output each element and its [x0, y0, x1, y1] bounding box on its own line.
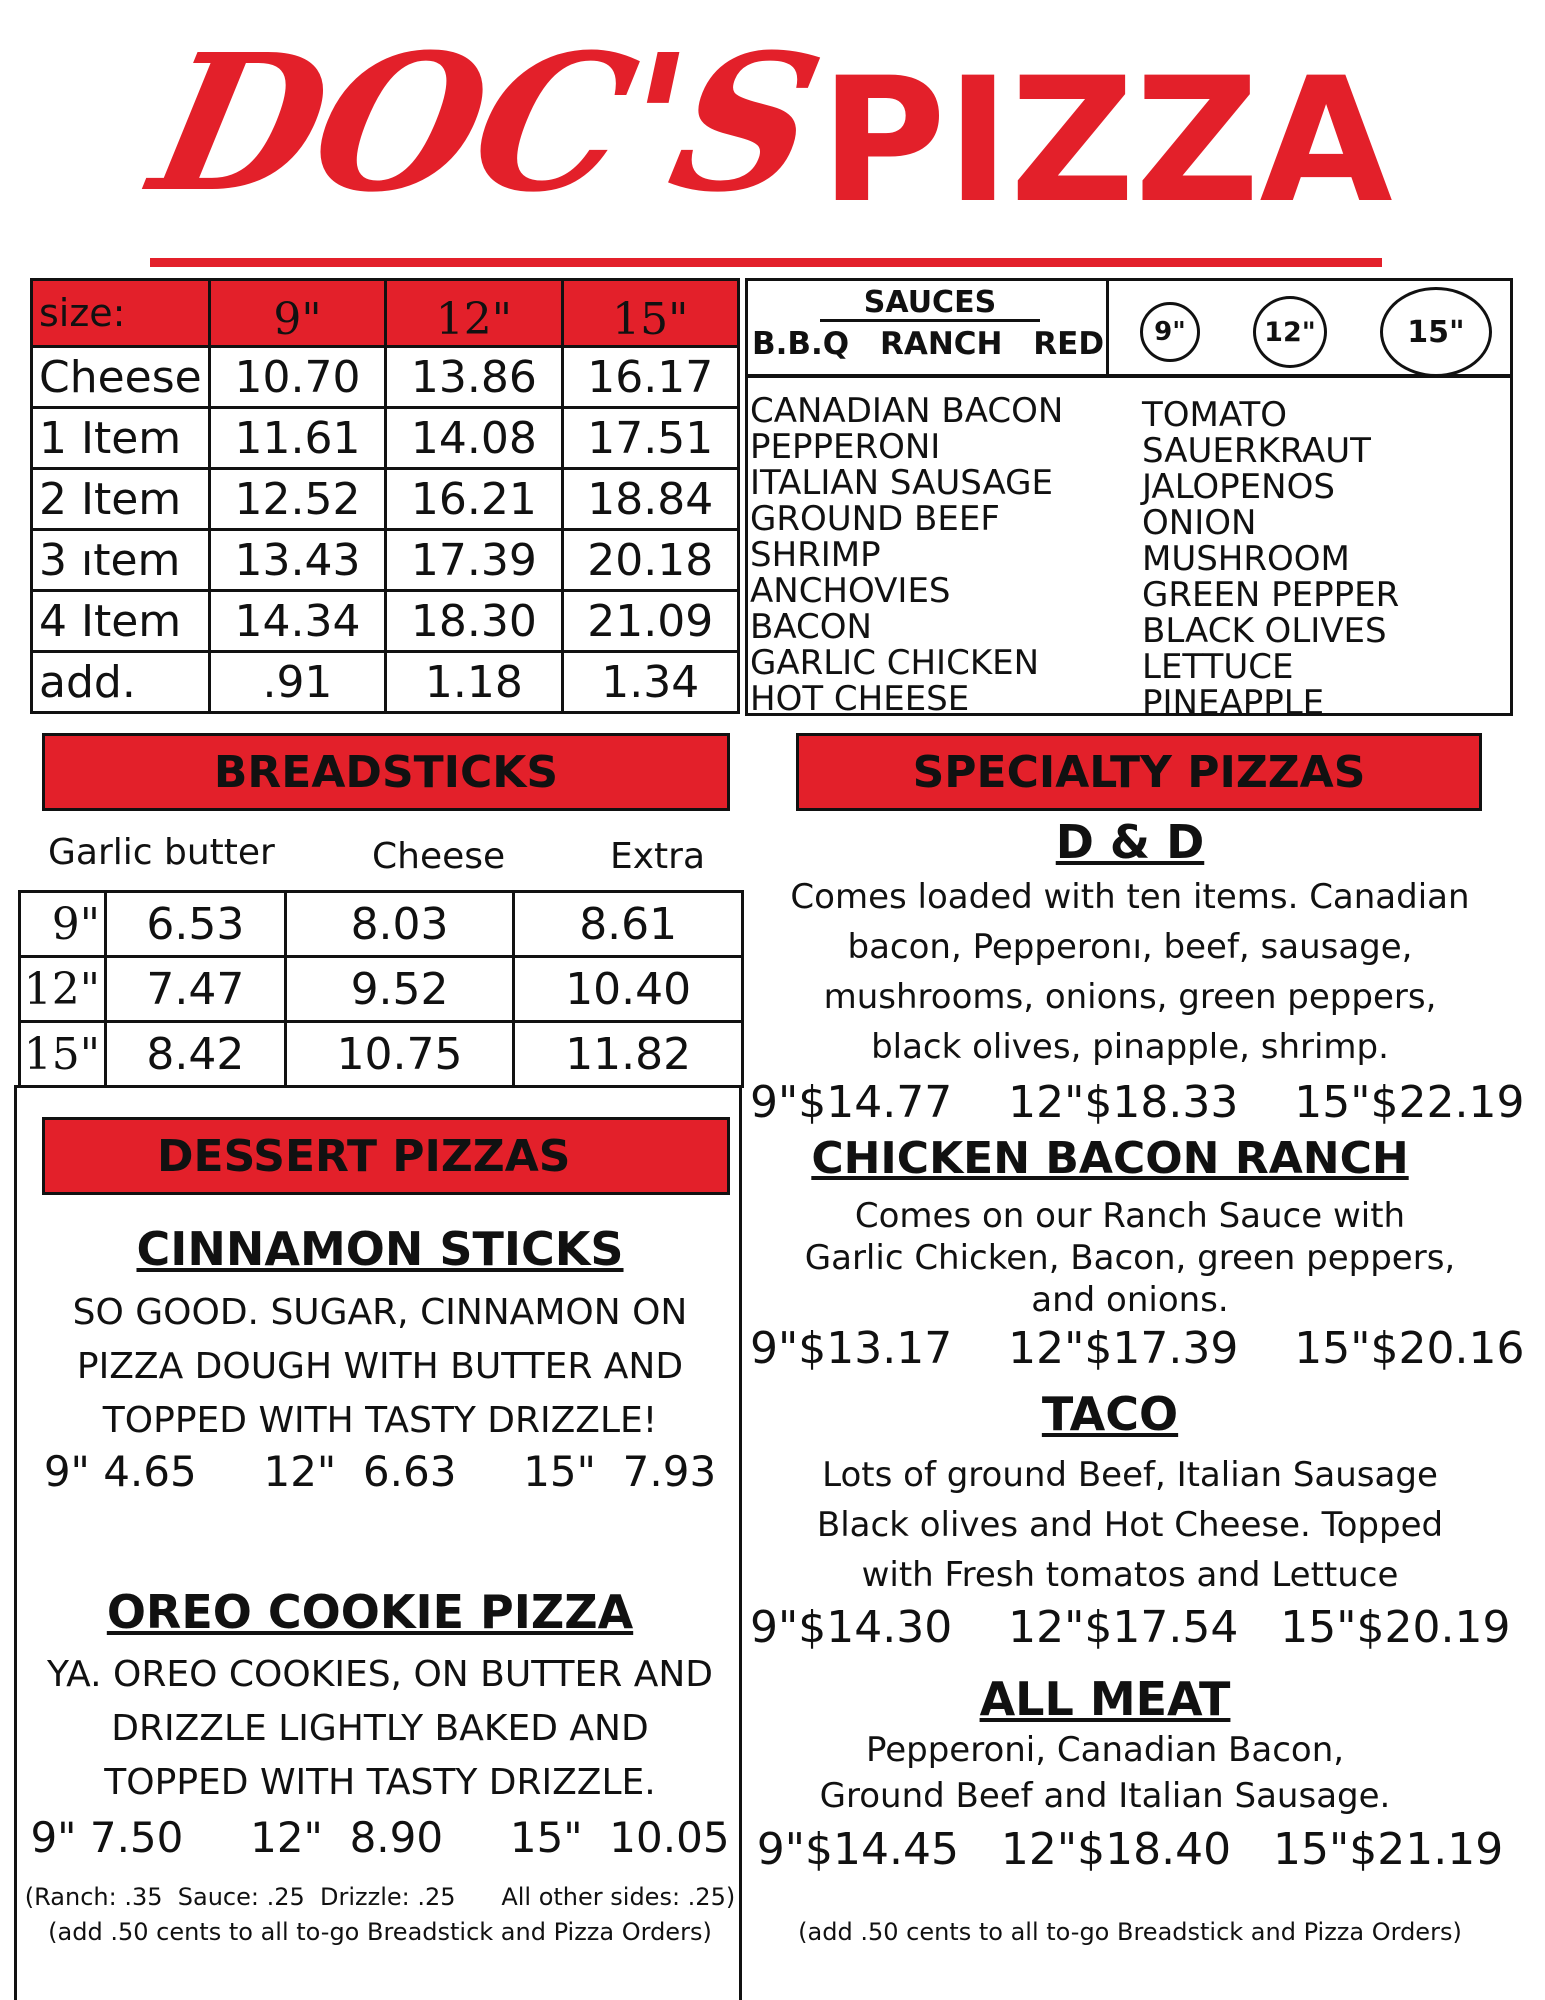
table-row [20, 1022, 743, 1087]
price-cell: 7.47 [106, 957, 286, 1022]
list-item: HOT CHEESE [750, 679, 970, 719]
description-line: Comes on our Ranch Sauce with [854, 1196, 1406, 1236]
price-cell: 18.84 [562, 469, 738, 530]
description-line: DRIZZLE LIGHTLY BAKED AND [111, 1708, 649, 1749]
price-cell: 10.75 [285, 1022, 514, 1087]
row-label: 2 Item [32, 469, 210, 530]
table-row [20, 892, 743, 957]
price-cell: 14.08 [386, 408, 562, 469]
specialty-item-description [750, 1450, 1510, 1600]
size-cell: 12" [20, 957, 106, 1022]
dessert-item-prices: 9" 7.50 12" 8.90 15" 10.05 [30, 1813, 730, 1862]
column-header: Cheese [372, 836, 506, 877]
list-item: ITALIAN SAUSAGE [750, 463, 1053, 503]
sauces-title: SAUCES [820, 287, 1040, 322]
toppings-right-column [1142, 397, 1399, 721]
column-header: Garlic butter [48, 832, 275, 873]
price-cell: 17.39 [386, 530, 562, 591]
price-cell: 6.53 [106, 892, 286, 957]
price-cell: 13.86 [386, 347, 562, 408]
row-label: Cheese [32, 347, 210, 408]
specialty-item-description [750, 872, 1510, 1072]
list-item: ANCHOVIES [750, 571, 951, 611]
description-line: Ground Beef and Italian Sausage. [819, 1776, 1391, 1816]
toppings-left-column [750, 393, 1063, 717]
list-item: GARLIC CHICKEN [750, 643, 1040, 683]
list-item: GROUND BEEF [750, 499, 1000, 539]
size-circle-15: 15" [1380, 287, 1492, 377]
list-item: JALOPENOS [1142, 467, 1335, 507]
description-line: and onions. [1031, 1280, 1229, 1320]
dessert-item-name: OREO COOKIE PIZZA [106, 1585, 634, 1639]
table-row [32, 652, 739, 713]
list-item: SAUERKRAUT [1142, 431, 1371, 471]
row-label: 4 Item [32, 591, 210, 652]
list-item: PEPPERONI [750, 427, 941, 467]
price-cell: 10.40 [514, 957, 743, 1022]
price-cell: 10.70 [209, 347, 385, 408]
size-cell: 9" [20, 892, 106, 957]
description-line: with Fresh tomatos and Lettuce [861, 1555, 1399, 1595]
price-cell: 16.21 [386, 469, 562, 530]
size-cell: 15" [20, 1022, 106, 1087]
description-line: Lots of ground Beef, Italian Sausage [822, 1455, 1438, 1495]
price-cell: 8.42 [106, 1022, 286, 1087]
row-label: add. [32, 652, 210, 713]
table-row [20, 957, 743, 1022]
specialty-item-prices: 9"$14.45 12"$18.40 15"$21.19 [756, 1824, 1504, 1875]
list-item: MUSHROOM [1142, 539, 1350, 579]
specialty-item-name: TACO [1041, 1387, 1179, 1441]
breadsticks-header: BREADSTICKS [42, 733, 730, 811]
dessert-header: DESSERT PIZZAS [42, 1117, 730, 1195]
price-cell: 14.34 [209, 591, 385, 652]
price-cell: 17.51 [562, 408, 738, 469]
specialty-item-description [750, 1195, 1510, 1321]
list-item: TOMATO [1142, 395, 1288, 435]
description-line: bacon, Pepperonı, beef, sausage, [847, 927, 1413, 967]
price-cell: 11.61 [209, 408, 385, 469]
sauce-item: RED [1033, 326, 1105, 362]
description-line: Comes loaded with ten items. Canadian [790, 877, 1470, 917]
table-row [32, 469, 739, 530]
description-line: black olives, pinapple, shrimp. [871, 1027, 1389, 1067]
table-row [32, 530, 739, 591]
description-line: mushrooms, onions, green peppers, [823, 977, 1437, 1017]
sauce-item: RANCH [879, 326, 1003, 362]
price-cell: 16.17 [562, 347, 738, 408]
description-line: Black olives and Hot Cheese. Topped [816, 1505, 1444, 1545]
price-cell: 20.18 [562, 530, 738, 591]
to-go-note: (add .50 cents to all to-go Breadstick and Pizza Orders) [48, 1918, 712, 1946]
table-row [32, 591, 739, 652]
list-item: ONION [1142, 503, 1257, 543]
price-cell: 8.61 [514, 892, 743, 957]
price-cell: 1.18 [386, 652, 562, 713]
specialty-header: SPECIALTY PIZZAS [796, 733, 1482, 811]
brand-word: PIZZA [820, 40, 1393, 241]
description-line: PIZZA DOUGH WITH BUTTER AND [76, 1346, 684, 1387]
price-cell: 11.82 [514, 1022, 743, 1087]
description-line: Pepperoni, Canadian Bacon, [865, 1730, 1345, 1770]
list-item: GREEN PEPPER [1142, 575, 1400, 615]
sides-pricing-note: (Ranch: .35 Sauce: .25 Drizzle: .25 All other sides: .25) [24, 1883, 736, 1911]
specialty-item-description [725, 1727, 1485, 1819]
specialty-item-name: D & D [1055, 815, 1205, 869]
sauces-list [752, 326, 1104, 362]
size-circle-12: 12" [1253, 296, 1327, 368]
description-line: Garlic Chicken, Bacon, green peppers, [804, 1238, 1456, 1278]
table-row [32, 347, 739, 408]
sauce-item: B.B.Q [752, 326, 850, 362]
description-line: YA. OREO COOKIES, ON BUTTER AND [46, 1654, 714, 1695]
dessert-item-description [20, 1286, 740, 1448]
list-item: SHRIMP [750, 535, 881, 575]
list-item: CANADIAN BACON [750, 391, 1064, 431]
specialty-item-name: CHICKEN BACON RANCH [811, 1133, 1409, 1184]
size-9-header: 9" [209, 280, 385, 347]
price-table-header [32, 280, 739, 347]
size-circle-9: 9" [1140, 302, 1200, 362]
column-header: Extra [610, 836, 706, 877]
pizza-price-table [30, 278, 740, 714]
list-item: LETTUCE [1142, 647, 1294, 687]
list-item: BLACK OLIVES [1142, 611, 1387, 651]
size-12-header: 12" [386, 280, 562, 347]
price-cell: 8.03 [285, 892, 514, 957]
specialty-item-prices: 9"$13.17 12"$17.39 15"$20.16 [750, 1323, 1525, 1374]
list-item: BACON [750, 607, 872, 647]
price-cell: 13.43 [209, 530, 385, 591]
sauces-divider [1106, 278, 1109, 378]
list-item: PINEAPPLE [1142, 683, 1325, 723]
price-cell: 18.30 [386, 591, 562, 652]
price-cell: .91 [209, 652, 385, 713]
description-line: TOPPED WITH TASTY DRIZZLE! [102, 1400, 658, 1441]
price-cell: 1.34 [562, 652, 738, 713]
row-label: 1 Item [32, 408, 210, 469]
specialty-item-prices: 9"$14.77 12"$18.33 15"$22.19 [750, 1077, 1525, 1128]
price-cell: 9.52 [285, 957, 514, 1022]
dessert-item-prices: 9" 4.65 12" 6.63 15" 7.93 [43, 1447, 717, 1496]
description-line: TOPPED WITH TASTY DRIZZLE. [104, 1762, 656, 1803]
description-line: SO GOOD. SUGAR, CINNAMON ON [72, 1292, 688, 1333]
dessert-item-description [20, 1648, 740, 1810]
row-label: 3 ıtem [32, 530, 210, 591]
table-row [32, 408, 739, 469]
breadsticks-table [18, 890, 744, 1088]
size-label: size: [32, 280, 210, 347]
dessert-item-name: CINNAMON STICKS [136, 1222, 624, 1276]
price-cell: 21.09 [562, 591, 738, 652]
to-go-note: (add .50 cents to all to-go Breadstick and Pizza Orders) [798, 1918, 1462, 1946]
size-15-header: 15" [562, 280, 738, 347]
price-cell: 12.52 [209, 469, 385, 530]
specialty-item-name: ALL MEAT [979, 1672, 1231, 1726]
brand-script-word: DOC'S [136, 13, 834, 234]
specialty-item-prices: 9"$14.30 12"$17.54 15"$20.19 [750, 1602, 1511, 1653]
brand-rule [150, 258, 1382, 267]
